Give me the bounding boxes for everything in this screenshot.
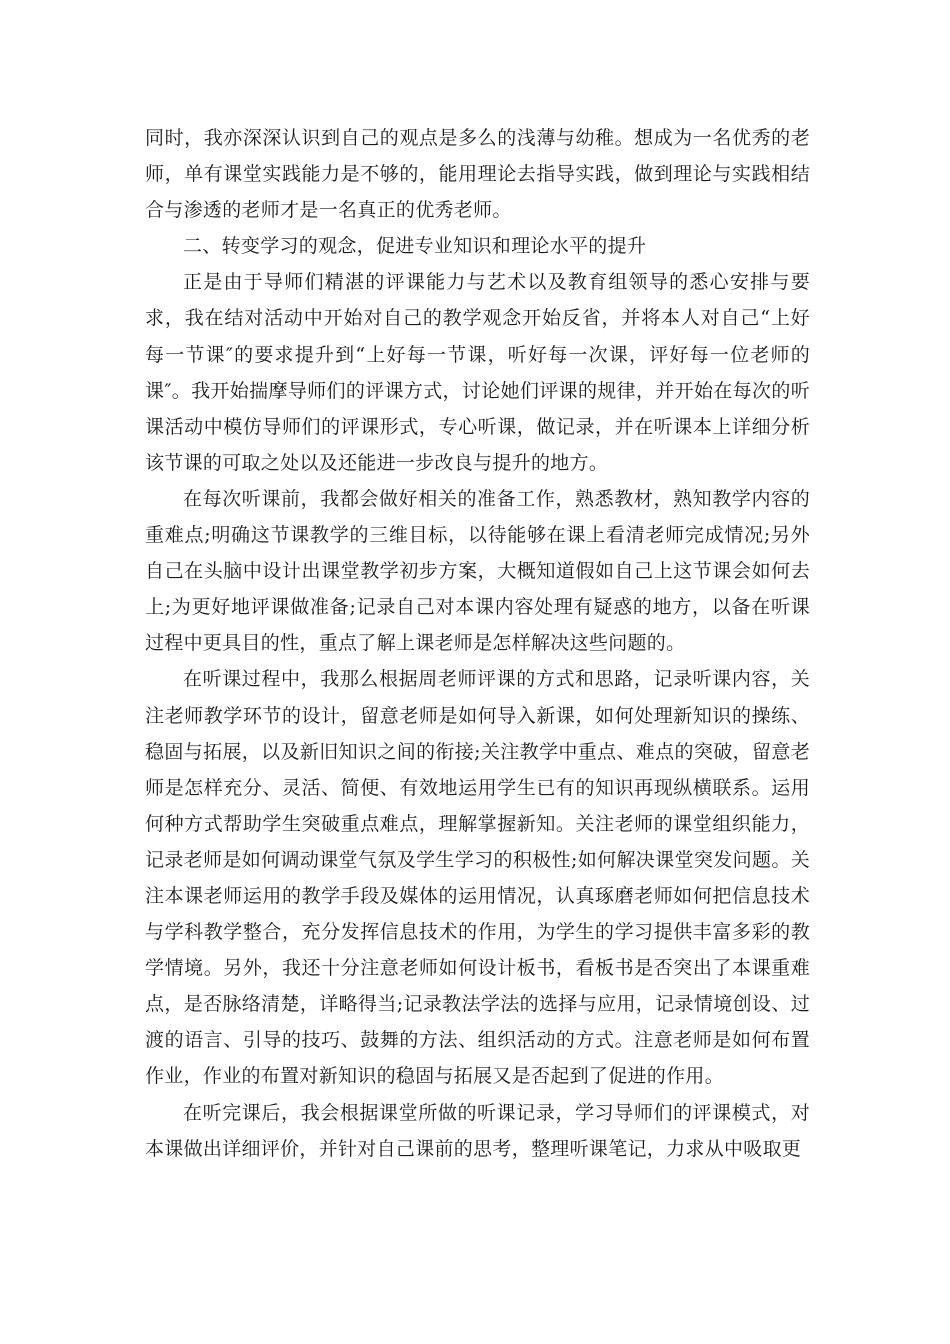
document-body [145,120,810,1167]
paragraph-3: 在每次听课前，我都会做好相关的准备工作，熟悉教材，熟知教学内容的重难点;明确这节课教学的三维目标，以待能够在课上看清老师完成情况;另外自己在头脑中设计出课堂教学初步方案，大概知道假如自己上这节课会如何去上;为更好地评课做准备;记录自己对本课内容处理有疑惑的地方，以备在听课过程中更具目的性，重点了解上课老师是怎样解决这些问题的。 [145,487,810,655]
paragraph-2: 正是由于导师们精湛的评课能力与艺术以及教育组领导的悉心安排与要求，我在结对活动中开始对自己的教学观念开始反省，并将本人对自己“上好每一节课″的要求提升到“上好每一节课，听好每一次课，评好每一位老师的课″。我开始揣摩导师们的评课方式，讨论她们评课的规律，并开始在每次的听课活动中模仿导师们的评课形式，专心听课，做记录，并在听课本上详细分析该节课的可取之处以及还能进一步改良与提升的地方。 [145,271,810,474]
paragraph-4: 在听课过程中，我那么根据周老师评课的方式和思路，记录听课内容，关注老师教学环节的设计，留意老师是如何导入新课，如何处理新知识的操练、稳固与拓展，以及新旧知识之间的衔接;关注教学中重点、难点的突破，留意老师是怎样充分、灵活、简便、有效地运用学生已有的知识再现纵横联系。运用何种方式帮助学生突破重点难点，理解掌握新知。关注老师的课堂组织能力，记录老师是如何调动课堂气氛及学生学习的积极性;如何解决课堂突发问题。关注本课老师运用的教学手段及媒体的运用情况，认真琢磨老师如何把信息技术与学科教学整合，充分发挥信息技术的作用，为学生的学习提供丰富多彩的教学情境。另外，我还十分注意老师如何设计板书，看板书是否突出了本课重难点，是否脉络清楚，详略得当;记录教法学法的选择与应用，记录情境创设、过渡的语言、引导的技巧、鼓舞的方法、组织活动的方式。注意老师是如何布置作业，作业的布置对新知识的稳固与拓展又是否起到了促进的作用。 [145,668,810,1088]
paragraph-5: 在听完课后，我会根据课堂所做的听课记录，学习导师们的评课模式，对本课做出详细评价，并针对自己课前的思考，整理听课笔记，力求从中吸取更 [145,1101,810,1160]
paragraph-1: 同时，我亦深深认识到自己的观点是多么的浅薄与幼稚。想成为一名优秀的老师，单有课堂实践能力是不够的，能用理论去指导实践，做到理论与实践相结合与渗透的老师才是一名真正的优秀老师。 [145,127,810,222]
section-heading: 二、转变学习的观念，促进专业知识和理论水平的提升 [183,235,647,258]
